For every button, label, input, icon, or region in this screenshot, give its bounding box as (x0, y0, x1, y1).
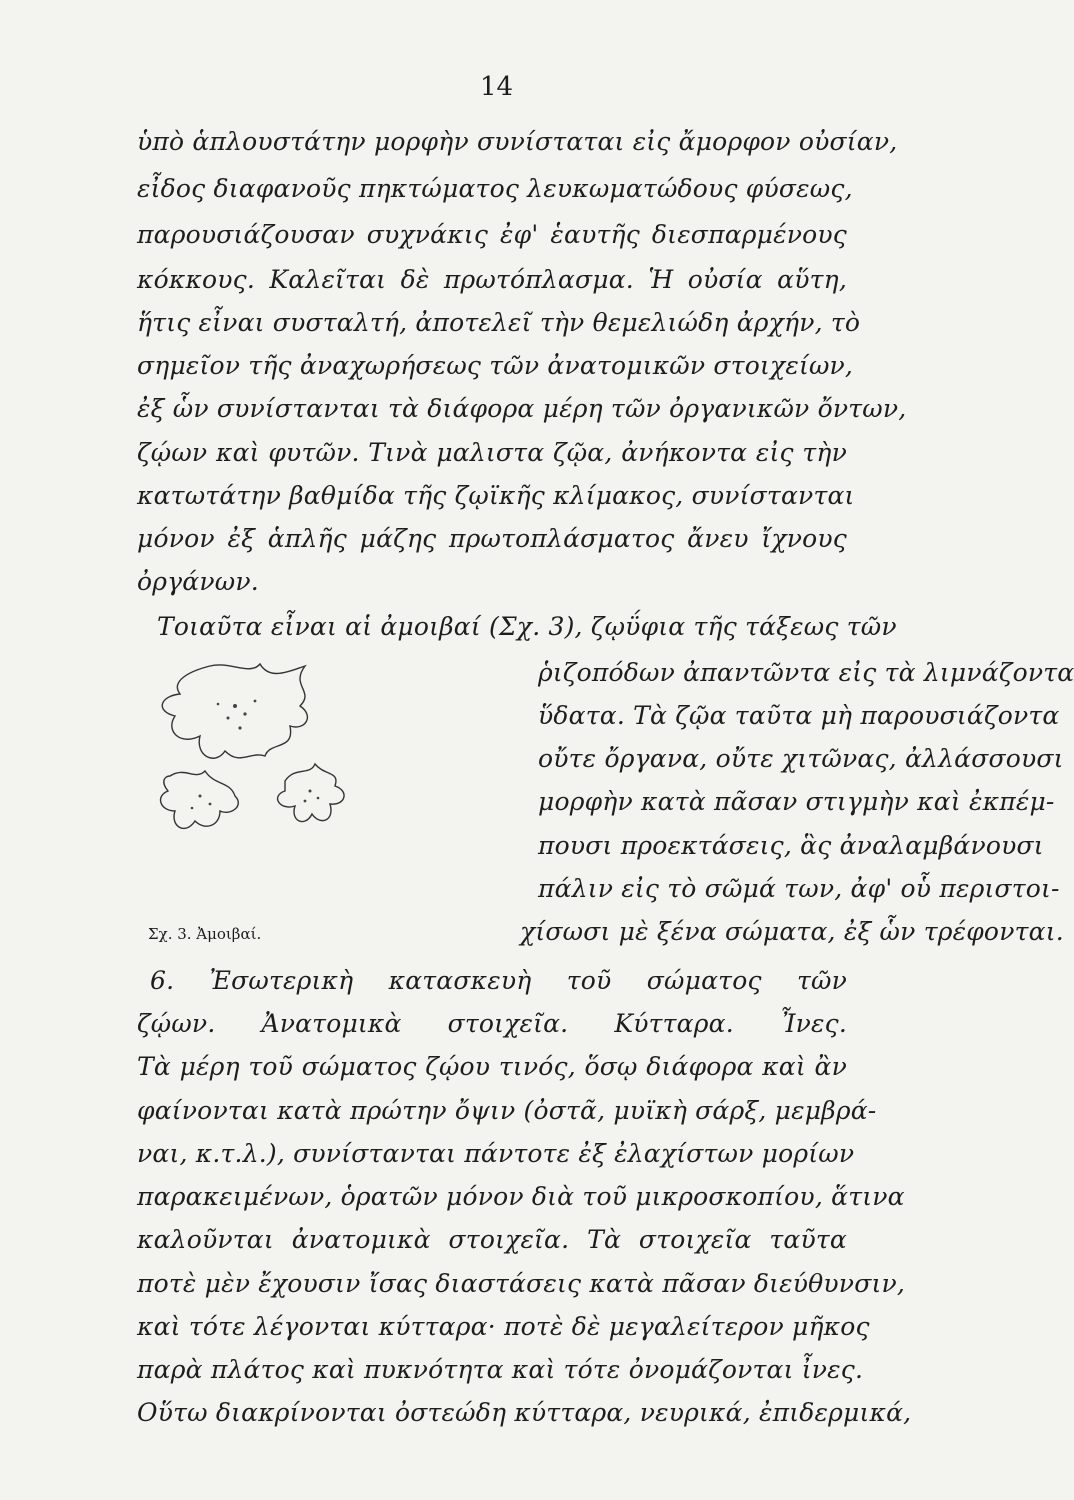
text-line: οὔτε ὄργανα, οὔτε χιτῶνας, ἀλλάσσουσι (538, 744, 1064, 774)
figure-caption: Σχ. 3. Ἀμοιβαί. (148, 924, 262, 943)
text-line: ὀργάνων. (137, 567, 259, 597)
text-line: ὕδατα. Τὰ ζῷα ταῦτα μὴ παρουσιάζοντα (538, 700, 1060, 730)
amoebae-illustration (140, 656, 530, 871)
amoeba-small-right (278, 764, 344, 822)
text-line: ναι, κ.τ.λ.), συνίστανται πάντοτε ἐξ ἐλαχίστων μορίων (137, 1138, 855, 1168)
text-line: χίσωσι μὲ ξένα σώματα, ἐξ ὧν τρέφονται. (520, 917, 1064, 946)
amoeba-large (162, 664, 307, 758)
text-line: ἥτις εἶναι συσταλτή, ἀποτελεῖ τὴν θεμελιώδη ἀρχήν, τὸ (137, 307, 861, 337)
page-number: 14 (480, 72, 514, 102)
text-line: Τοιαῦτα εἶναι αἱ ἀμοιβαί (Σχ. 3), ζῳΰφια τῆς τάξεως τῶν (157, 612, 897, 642)
text-line: καὶ τότε λέγονται κύτταρα· ποτὲ δὲ μεγαλείτερον μῆκος (137, 1311, 870, 1341)
text-line: κόκκους. Καλεῖται δὲ πρωτόπλασμα. Ἡ οὐσία αὕτη, (137, 264, 847, 294)
text-line: ζῴων καὶ φυτῶν. Τινὰ μαλιστα ζῷα, ἀνήκοντα εἰς τὴν (137, 437, 847, 467)
text-line: ζῴων. Ἀνατομικὰ στοιχεῖα. Κύτταρα. Ἶνες. (137, 1009, 847, 1039)
text-line: πουσι προεκτάσεις, ἃς ἀναλαμβάνουσι (538, 830, 1044, 860)
text-line: ποτὲ μὲν ἔχουσιν ἴσας διαστάσεις κατὰ πᾶσαν διεύθυνσιν, (137, 1268, 906, 1298)
text-line: πάλιν εἰς τὸ σῶμά των, ἀφ' οὗ περιστοι- (538, 873, 1060, 903)
section-heading-line: 6. Ἐσωτερικὴ κατασκευὴ τοῦ σώματος τῶν (150, 965, 847, 995)
text-line: σημεῖον τῆς ἀναχωρήσεως τῶν ἀνατομικῶν στοιχείων, (137, 351, 854, 381)
text-line: φαίνονται κατὰ πρώτην ὄψιν (ὀστᾶ, μυϊκὴ σάρξ, μεμβρά- (137, 1095, 877, 1125)
text-line: εἶδος διαφανοῦς πηκτώματος λευκωματώδους φύσεως, (137, 174, 853, 204)
text-line: ῥιζοπόδων ἀπαντῶντα εἰς τὰ λιμνάζοντα (538, 657, 1074, 687)
text-line: παρακειμένων, ὁρατῶν μόνον διὰ τοῦ μικροσκοπίου, ἅτινα (137, 1182, 905, 1212)
text-line: ἐξ ὧν συνίστανται τὰ διάφορα μέρη τῶν ὀργανικῶν ὄντων, (137, 394, 907, 424)
text-line: Τὰ μέρη τοῦ σώματος ζῴου τινός, ὅσῳ διάφορα καὶ ἂν (137, 1052, 847, 1082)
text-line: κατωτάτην βαθμίδα τῆς ζῳϊκῆς κλίμακος, συνίστανται (137, 480, 855, 510)
text-line: καλοῦνται ἀνατομικὰ στοιχεῖα. Τὰ στοιχεῖα ταῦτα (137, 1225, 847, 1255)
text-line: μόνον ἐξ ἁπλῆς μάζης πρωτοπλάσματος ἄνευ ἴχνους (137, 524, 847, 554)
text-line: ὑπὸ ἁπλουστάτην μορφὴν συνίσταται εἰς ἄμορφον οὐσίαν, (137, 127, 898, 157)
text-line: μορφὴν κατὰ πᾶσαν στιγμὴν καὶ ἐκπέμ- (538, 787, 1055, 817)
text-line: παρὰ πλάτος καὶ πυκνότητα καὶ τότε ὀνομάζονται ἶνες. (137, 1355, 864, 1385)
text-line: παρουσιάζουσαν συχνάκις ἐφ' ἑαυτῆς διεσπαρμένους (137, 219, 847, 249)
amoeba-small-left (161, 771, 239, 828)
text-line: Οὕτω διακρίνονται ὀστεώδη κύτταρα, νευρικά, ἐπιδερμικά, (137, 1398, 912, 1428)
amoebae-figure (140, 656, 530, 871)
